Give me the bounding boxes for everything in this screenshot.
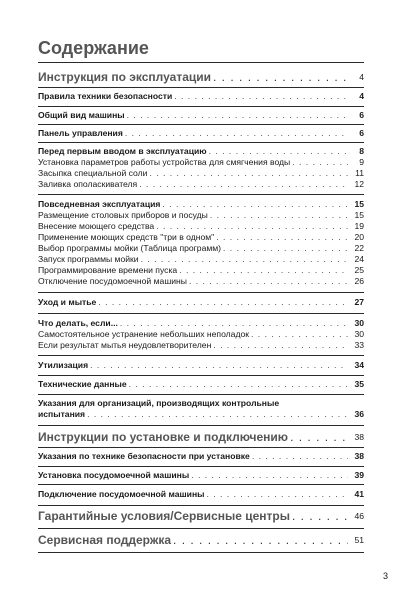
toc-entry-page: 9 (359, 157, 364, 167)
toc-entry[interactable] (38, 243, 364, 254)
dot-leader (139, 179, 348, 190)
toc-entry[interactable] (38, 509, 364, 524)
dot-leader (129, 379, 348, 390)
section-divider (38, 87, 364, 88)
toc-entry-page: 41 (354, 489, 364, 499)
toc-group (38, 199, 364, 287)
toc-entry-page: 11 (355, 168, 364, 178)
section-divider (38, 505, 364, 506)
toc-entry-label: Запуск программы мойки (38, 254, 139, 264)
toc-entry[interactable] (38, 70, 364, 85)
toc-entry[interactable] (38, 409, 364, 420)
toc-entry-label: Самостоятельное устранение небольших неполадок (38, 329, 250, 339)
toc-entry[interactable] (38, 179, 364, 190)
toc-entry-label: Повседневная эксплуатация (38, 199, 161, 209)
toc-entry[interactable] (38, 157, 364, 168)
toc-entry[interactable] (38, 146, 364, 157)
dot-leader (213, 340, 348, 351)
dot-leader (292, 157, 348, 168)
dot-leader (251, 329, 348, 340)
toc-entry-label: Утилизация (38, 360, 89, 370)
toc-entry-page: 39 (354, 470, 364, 480)
toc-entry-label: Установка параметров работы устройства для смягчения воды (38, 157, 291, 167)
toc-entry-page: 6 (359, 128, 364, 138)
toc-group (38, 360, 364, 371)
toc-entry-page: 8 (359, 146, 364, 156)
toc-entry-page: 25 (354, 265, 364, 275)
toc-entry-page: 19 (354, 221, 364, 231)
toc-entry[interactable] (38, 360, 364, 371)
dot-leader (141, 254, 348, 265)
toc-entry-page: 34 (354, 360, 364, 370)
title-divider (38, 62, 364, 63)
dot-leader (125, 128, 348, 139)
dot-leader (213, 70, 348, 85)
toc-entry-label-continued: испытания (38, 409, 86, 419)
toc-entry[interactable] (38, 265, 364, 276)
toc-entry-label: Программирование времени пуска (38, 265, 178, 275)
toc-entry-page: 33 (354, 340, 364, 350)
dot-leader (210, 210, 348, 221)
toc-group (38, 451, 364, 462)
toc-entry[interactable] (38, 489, 364, 500)
toc-entry-page: 30 (354, 329, 364, 339)
toc-entry-label: Уход и мытье (38, 297, 97, 307)
dot-leader (179, 265, 348, 276)
section-divider (38, 466, 364, 467)
toc-entry-page: 51 (354, 535, 364, 545)
toc-entry-label: Правила техники безопасности (38, 91, 173, 101)
toc-group (38, 297, 364, 308)
toc-entry-page: 38 (354, 432, 364, 442)
toc-entry[interactable] (38, 128, 364, 139)
toc-group (38, 91, 364, 102)
toc-entry-page: 15 (354, 210, 364, 220)
page-title: Содержание (38, 38, 149, 58)
toc-entry-label: Инструкция по эксплуатации (38, 70, 212, 84)
toc-entry[interactable] (38, 210, 364, 221)
toc-entry-label: Выбор программы мойки (Таблица программ) (38, 243, 222, 253)
toc-entry[interactable] (38, 379, 364, 390)
dot-leader (209, 146, 348, 157)
toc-entry-page: 4 (359, 72, 364, 82)
toc-entry-page: 35 (354, 379, 364, 389)
dot-leader (127, 110, 348, 121)
toc-entry[interactable] (38, 533, 364, 548)
toc-section-service (38, 533, 364, 548)
toc-entry-label: Сервисная поддержка (38, 533, 172, 547)
toc-entry-label: Если результат мытья неудовлетворителен (38, 340, 212, 350)
toc-entry[interactable] (38, 199, 364, 210)
dot-leader (90, 360, 348, 371)
dot-leader (191, 470, 348, 481)
toc-entry-label: Установка посудомоечной машины (38, 470, 190, 480)
toc-entry-label: Отключение посудомоечной машины (38, 276, 187, 286)
dot-leader (216, 232, 348, 243)
section-divider (38, 194, 364, 195)
dot-leader (149, 168, 348, 179)
toc-entry-page: 30 (354, 318, 364, 328)
toc-entry[interactable] (38, 451, 364, 462)
toc-entry-page: 6 (359, 110, 364, 120)
toc-entry-label: Технические данные (38, 379, 127, 389)
section-divider (38, 106, 364, 107)
toc-entry-page: 24 (354, 254, 364, 264)
toc-entry-page: 15 (354, 199, 364, 209)
toc-entry-label: Засыпка специальной соли (38, 168, 148, 178)
dot-leader (173, 533, 348, 548)
toc-entry-label: Гарантийные условия/Сервисные центры (38, 509, 290, 523)
toc-entry[interactable] (38, 221, 364, 232)
toc-group (38, 489, 364, 500)
toc-entry-page: 38 (354, 451, 364, 461)
toc-entry-label: Панель управления (38, 128, 123, 138)
toc-entry-label: Внесение моющего средства (38, 221, 155, 231)
dot-leader (120, 318, 348, 329)
toc-entry-label: Применение моющих средств "три в одном" (38, 232, 215, 242)
section-divider (38, 528, 364, 529)
toc-entry-page: 20 (354, 232, 364, 242)
toc-entry-page: 36 (354, 409, 364, 419)
dot-leader (206, 489, 348, 500)
toc-entry-label: Заливка ополаскивателя (38, 179, 138, 189)
bottom-divider (38, 552, 364, 553)
toc-entry-label: Что делать, если... (38, 318, 118, 328)
toc-group (38, 470, 364, 481)
toc-entry[interactable] (38, 110, 364, 121)
section-divider (38, 447, 364, 448)
toc-entry[interactable] (38, 168, 364, 179)
toc-entry-label: Указания по технике безопасности при установке (38, 451, 250, 461)
toc-entry[interactable] (38, 276, 364, 287)
section-divider (38, 484, 364, 485)
toc-group (38, 379, 364, 390)
toc-entry-label: Указания для организаций, производящих контрольные (38, 398, 280, 408)
toc-entry[interactable] (38, 470, 364, 481)
toc-entry[interactable] (38, 297, 364, 308)
toc-entry-label: Общий вид машины (38, 110, 125, 120)
section-divider (38, 292, 364, 293)
dot-leader (87, 409, 348, 420)
section-divider (38, 124, 364, 125)
toc-entry-page: 12 (354, 179, 364, 189)
section-divider (38, 425, 364, 426)
toc-entry-label: Размещение столовых приборов и посуды (38, 210, 208, 220)
toc-entry[interactable] (38, 430, 364, 445)
toc-group (38, 398, 364, 420)
toc-entry[interactable] (38, 254, 364, 265)
toc-entry-line1[interactable] (38, 398, 364, 409)
toc-section-operation (38, 70, 364, 85)
toc-entry[interactable] (38, 340, 364, 351)
toc-entry-label: Инструкции по установке и подключению (38, 430, 289, 444)
dot-leader (189, 276, 348, 287)
toc-section-warranty (38, 509, 364, 524)
section-divider (38, 375, 364, 376)
toc-entry[interactable] (38, 91, 364, 102)
toc-entry[interactable] (38, 318, 364, 329)
toc-entry-label: Перед первым вводом в эксплуатацию (38, 146, 207, 156)
toc-entry-page: 4 (359, 91, 364, 101)
toc-entry-page: 27 (354, 297, 364, 307)
toc-entry[interactable] (38, 232, 364, 243)
toc-entry-page: 22 (354, 243, 364, 253)
toc-section-installation (38, 430, 364, 445)
toc-entry-label: Подключение посудомоечной машины (38, 489, 205, 499)
section-divider (38, 394, 364, 395)
section-divider (38, 355, 364, 356)
dot-leader (292, 509, 348, 524)
dot-leader (252, 451, 348, 462)
toc-group (38, 110, 364, 121)
toc-group (38, 146, 364, 190)
toc-entry[interactable] (38, 329, 364, 340)
toc-group (38, 318, 364, 351)
dot-leader (223, 243, 348, 254)
dot-leader (174, 91, 348, 102)
section-divider (38, 313, 364, 314)
toc-entry-page: 46 (354, 511, 364, 521)
page-number: 3 (383, 571, 389, 581)
dot-leader (156, 221, 348, 232)
dot-leader (162, 199, 348, 210)
section-divider (38, 142, 364, 143)
toc-group (38, 128, 364, 139)
dot-leader (98, 297, 348, 308)
dot-leader (290, 430, 348, 445)
toc-entry-page: 26 (354, 276, 364, 286)
